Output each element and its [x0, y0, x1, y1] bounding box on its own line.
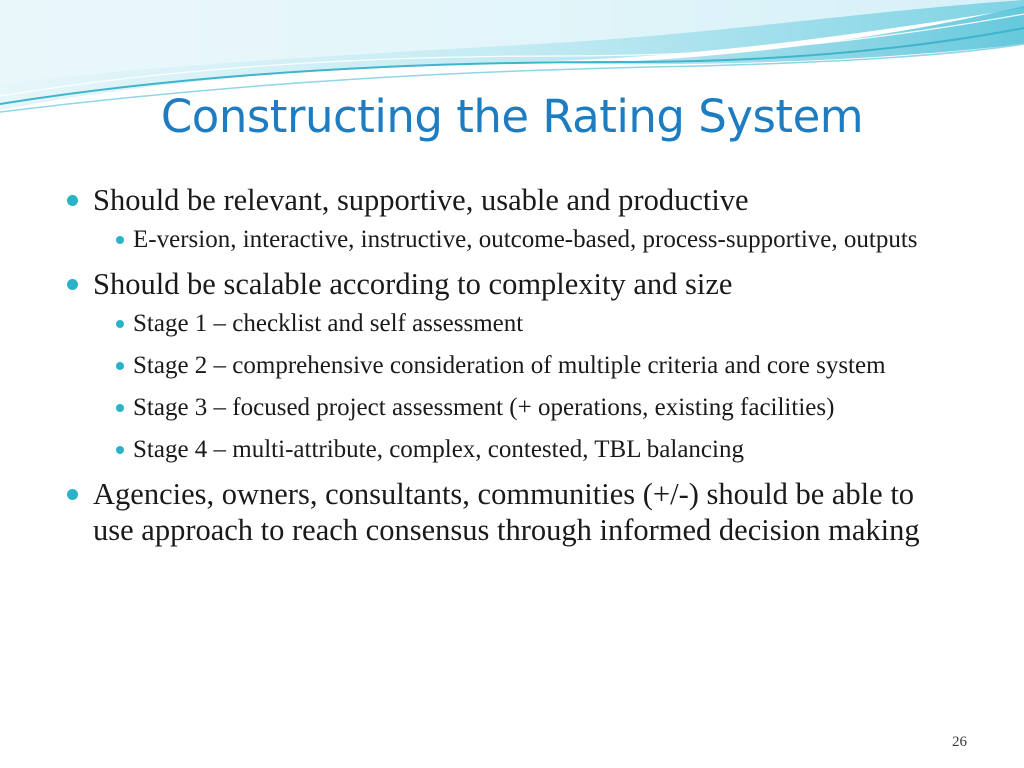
round-bullet-icon: [116, 446, 124, 454]
round-bullet-icon: [116, 404, 124, 412]
sub-bullet-text: E-version, interactive, instructive, outcome-based, process-supportive, outputs: [133, 226, 918, 253]
sub-bullet-text: Stage 1 – checklist and self assessment: [133, 310, 524, 337]
bullet-text: Should be scalable according to complexity and size: [93, 267, 733, 301]
bullet-text: Should be relevant, supportive, usable and productive: [93, 183, 749, 217]
slide-number: 26: [952, 734, 967, 750]
sub-bullet-list: [93, 308, 954, 466]
slide-title: Constructing the Rating System: [160, 90, 864, 143]
round-bullet-icon: [116, 236, 124, 244]
sub-bullet-list: [93, 224, 954, 256]
bullet-text: Agencies, owners, consultants, communities (+/-) should be able to use approach to reach consensus through informed decision making: [93, 477, 920, 547]
round-bullet-icon: [116, 362, 124, 370]
sub-bullet-item: [93, 350, 954, 382]
sub-bullet-item: [93, 434, 954, 466]
sub-bullet-item: [93, 308, 954, 340]
sub-bullet-item: [93, 224, 954, 256]
sub-bullet-text: Stage 3 – focused project assessment (+ operations, existing facilities): [133, 394, 835, 421]
bullet-item: [64, 476, 954, 548]
round-bullet-icon: [67, 195, 78, 206]
bullet-item: [64, 266, 954, 466]
bullet-item: [64, 182, 954, 256]
round-bullet-icon: [116, 320, 124, 328]
sub-bullet-text: Stage 2 – comprehensive consideration of multiple criteria and core system: [133, 352, 886, 379]
sub-bullet-item: [93, 392, 954, 424]
bullet-list: [64, 182, 954, 548]
round-bullet-icon: [67, 279, 78, 290]
round-bullet-icon: [67, 489, 78, 500]
sub-bullet-text: Stage 4 – multi-attribute, complex, contested, TBL balancing: [133, 436, 744, 463]
